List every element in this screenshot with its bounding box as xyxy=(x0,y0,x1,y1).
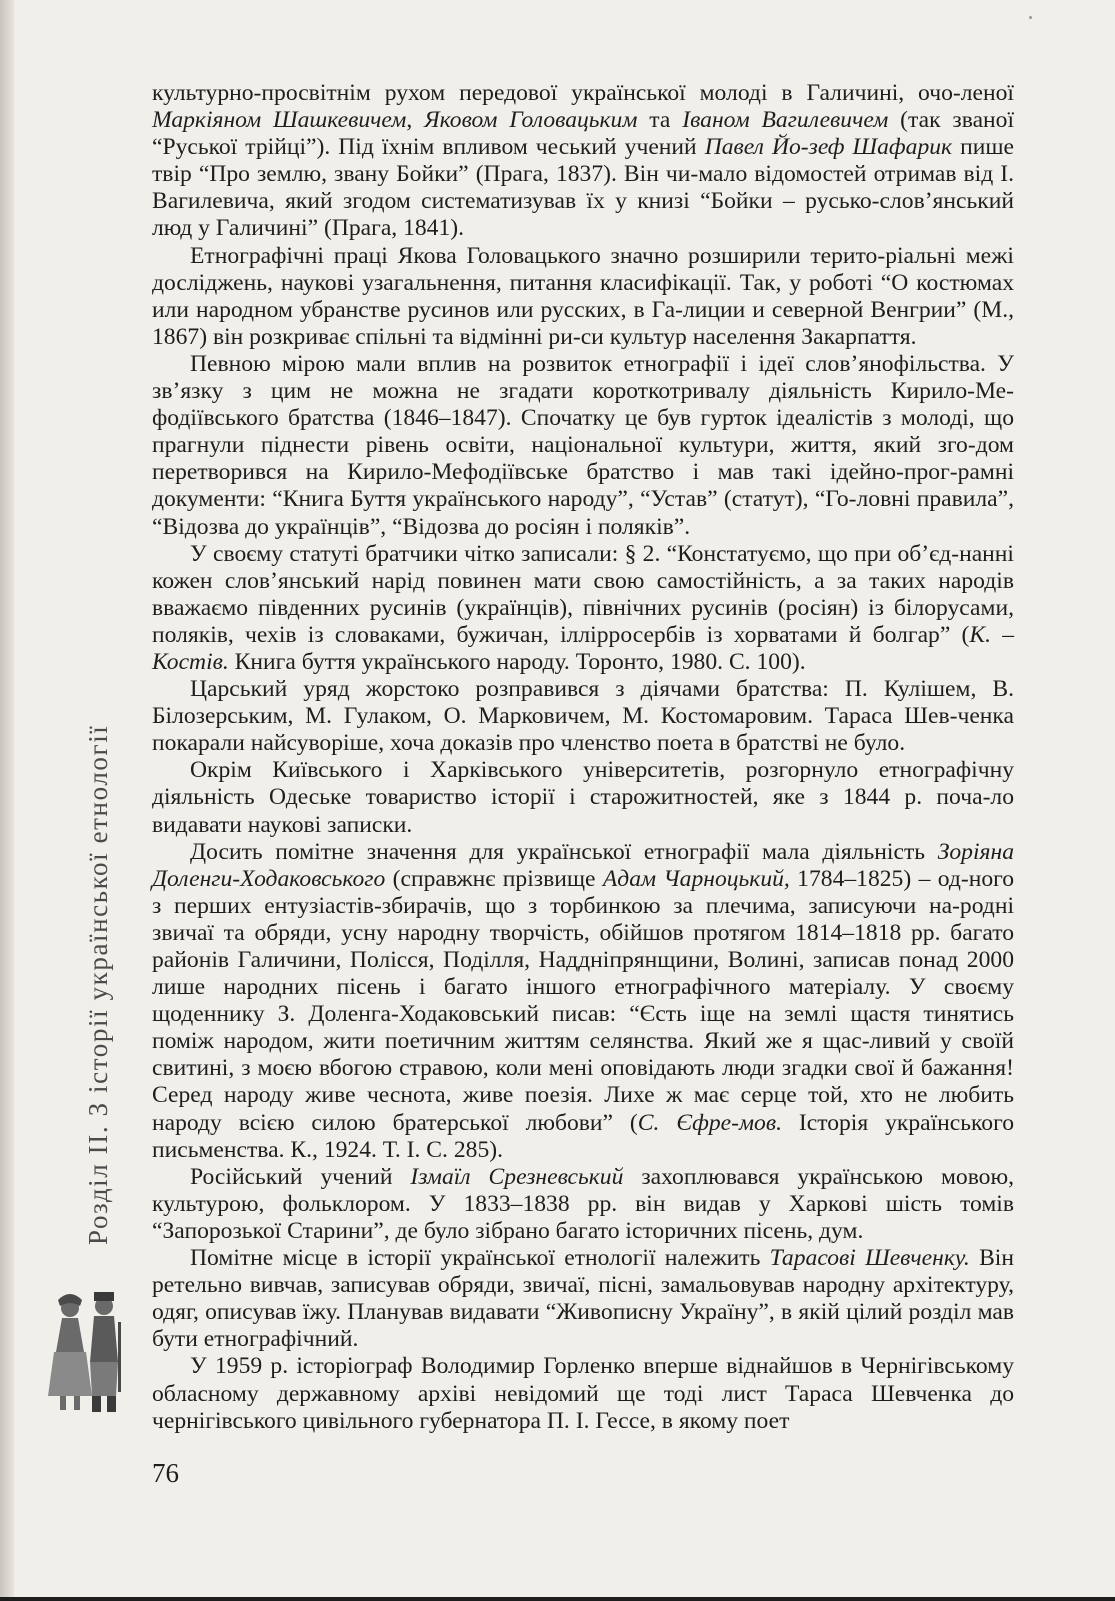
italic-text: Тарасові Шевченку. xyxy=(769,1245,970,1272)
body-text xyxy=(152,80,1014,1435)
text-run: Окрім Київського і Харківського університетів, розгорнуло етнографічну діяльність Одеське товариство історії і старожитностей, яке з 1844 р. поча-ло видавати наукові записки. xyxy=(152,757,1014,838)
paragraph xyxy=(152,1245,1014,1353)
italic-text: Зоріяна Доленги-Ходаковського xyxy=(152,838,1014,892)
text-run: Досить помітне значення для української етнографії мала діяльність xyxy=(190,838,938,865)
italic-text: К. – Костів. xyxy=(152,621,1014,675)
italic-text: Яковом Головацьким xyxy=(424,107,638,134)
paragraph xyxy=(152,541,1014,676)
text-run: Царський уряд жорстоко розправився з діячами братства: П. Кулішем, В. Білозерським, М. Гулаком, О. Марковичем, М. Костомаровим. Тараса Шев-ченка покарали найсуворіше, хоча доказів про членство поета в братстві не було. xyxy=(152,676,1014,757)
italic-text: Іваном Вагилевичем xyxy=(682,107,889,134)
text-run: Російський учений xyxy=(190,1163,411,1190)
text-run: пише твір “Про землю, звану Бойки” (Прага, 1837). Він чи-мало відомостей отримав від І. Вагилевича, який згодом систематизував їх у книзі “Бойки – русько-слов’янський люд у Галичині” (Прага, 1841). xyxy=(152,134,1014,242)
text-run: Етнографічні праці Якова Головацького значно розширили терито-ріальні межі досліджень, наукові узагальнення, питання класифікації. Так, у роботі “О костюмах или народном убранстве русинов или русских, в Га-лиции и северной Венгрии” (М., 1867) він розкриває спільні та відмінні ри-си культур населення Закарпаття. xyxy=(152,242,1014,350)
italic-text: Ізмаїл Срезневський xyxy=(410,1163,624,1190)
italic-text: Павел Йо-зеф Шафарик xyxy=(704,134,953,161)
italic-text: С. Єфре-мов. xyxy=(637,1109,782,1136)
text-run: Книга буття українського народу. Торонто, 1980. С. 100). xyxy=(228,648,806,675)
running-side-title: Розділ ІІ. З історії української етнології xyxy=(83,724,113,1245)
paragraph xyxy=(152,1164,1014,1245)
text-run: У 1959 р. історіограф Володимир Горленко вперше віднайшов в Чернігівському обласному державному архіві невідомий ще тоді лист Тараса Шевченка до чернігівського цивільного губернатора П. І. Гессе, в якому поет xyxy=(152,1353,1014,1434)
paragraph xyxy=(152,1353,1014,1434)
paragraph xyxy=(152,80,1014,243)
text-run: культурно-просвітнім рухом передової української молоді в Галичині, очо-леної xyxy=(152,80,1014,106)
paragraph xyxy=(152,757,1014,838)
text-run: (так званої “Руської трійці”). Під їхнім впливом чеський учений xyxy=(152,107,1015,161)
scan-speck xyxy=(1029,16,1032,19)
text-run: та xyxy=(637,107,683,134)
italic-text: Маркіяном Шашкевичем xyxy=(152,107,407,134)
text-run: Він ретельно вивчав, записував обряди, звичаї, пісні, замальовував народну архітектуру, одяг, описував їжу. Планував видавати “Живописну Україну”, в якій цілий розділ мав бути етнографічний. xyxy=(152,1245,1014,1353)
text-run: захоплювався українською мовою, культурою, фольклором. У 1833–1838 рр. він видав у Харкові шість томів “Запорозької Старини”, де було зібрано багато історичних пісень, дум. xyxy=(152,1163,1015,1244)
paragraph xyxy=(152,676,1014,757)
paragraph xyxy=(152,839,1014,1164)
page-number: 76 xyxy=(152,1458,179,1488)
scan-bottom-edge xyxy=(0,1597,1115,1601)
page-binding-shadow xyxy=(0,0,14,1601)
text-run: Помітне місце в історії української етнології належить xyxy=(190,1245,770,1272)
paragraph xyxy=(152,351,1014,541)
folk-couple-illustration xyxy=(40,1286,132,1418)
text-run: Певною мірою мали вплив на розвиток етнографії і ідеї слов’янофільства. У зв’язку з цим не можна не згадати короткотривалу діяльність Кирило-Ме-фодіївського братства (1846–1847). Спочатку це був гурток ідеалістів з молоді, що прагнули піднести рівень освіти, національної культури, життя, який зго-дом перетворився на Кирило-Мефодіївське братство і мав такі ідейно-прог-рамні документи: “Книга Буття українського народу”, “Устав” (статут), “Го-ловні правила”, “Відозва до українців”, “Відозва до росіян і поляків”. xyxy=(152,350,1014,540)
paragraph xyxy=(152,243,1014,351)
text-run: 1784–1825) – од-ного з перших ентузіастів-збирачів, що з торбинкою за плечима, записуючи на-родні звичаї та обряди, усну народну творчість, обійшов протягом 1814–1818 рр. багато районів Галичини, Полісся, Поділля, Наддніпрянщини, Волині, записав понад 2000 лише народних пісень і багато іншого етнографічного матеріалу. У своєму щоденнику З. Доленга-Ходаковський писав: “Єсть іще на землі щастя тинятись поміж народом, жити поетичним життям селянства. Який же я щас-ливий у своїй свитині, з моєю вбогою стравою, коли мені оповідають люди згадки свої й бажання! Серед народу живе чеснота, живе поезія. Лихе ж має серце той, хто не любить народу всією силою братерської любови” ( xyxy=(152,865,1015,1136)
text-run: (справжнє прізвище xyxy=(385,865,603,892)
text-run: , xyxy=(406,107,425,134)
text-run: Історія українського письменства. К., 1924. Т. І. С. 285). xyxy=(152,1109,1014,1163)
text-run: У своєму статуті братчики чітко записали: § 2. “Констатуємо, що при об’єд-нанні кожен слов’янський нарід повинен мати свою самостійність, а за таких народів вважаємо південних русинів (українців), північних русинів (росіян) із білорусами, поляків, чехів із словаками, бужичан, іллірросербів із хорватами й болгар” ( xyxy=(152,540,1014,648)
italic-text: Адам Чарноцький, xyxy=(602,865,790,892)
